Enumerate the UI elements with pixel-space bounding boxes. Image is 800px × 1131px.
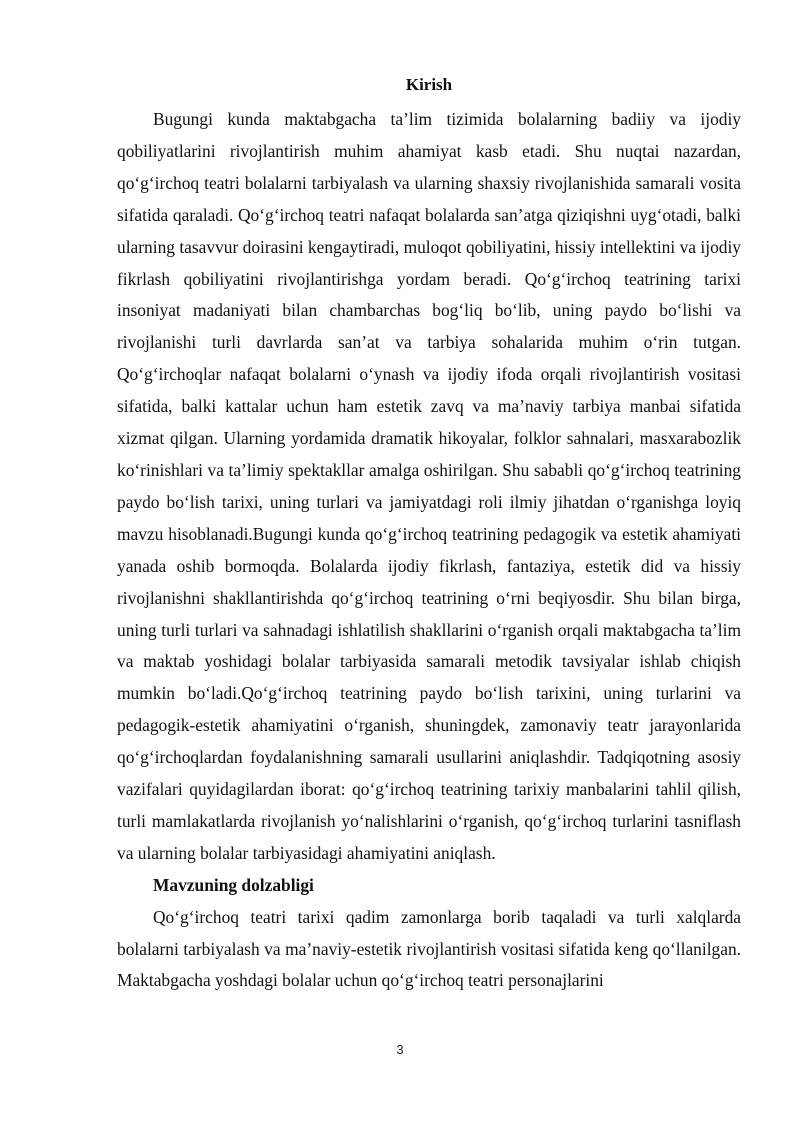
- document-title: Kirish: [405, 75, 453, 94]
- relevance-paragraph: Qo‘g‘irchoq teatri tarixi qadim zamonlarga borib taqaladi va turli xalqlarda bolalarni tarbiyalash va ma’naviy-estetik rivojlantirish vositasi sifatida keng qo‘llanilgan. Maktabgacha yoshdagi bolalar uchun qo‘g‘irchoq teatri personajlarini: [117, 906, 741, 991]
- section-subheading: Mavzuning dolzabligi: [153, 874, 314, 895]
- page-number: 3: [396, 1042, 404, 1057]
- document-page: [117, 74, 741, 997]
- intro-paragraph: Bugungi kunda maktabgacha ta’lim tizimida bolalarning badiiy va ijodiy qobiliyatlarini rivojlantirish muhim ahamiyat kasb etadi. Shu nuqtai nazardan, qo‘g‘irchoq teatri bolalarni tarbiyalash va ularning shaxsiy rivojlanishida samarali vosita sifatida qaraladi. Qo‘g‘irchoq teatri nafaqat bolalarda san’atga qiziqishni uyg‘otadi, balki ularning tasavvur doirasini kengaytiradi, muloqot qobiliyatini, hissiy intellektini va ijodiy fikrlash qobiliyatini rivojlantirishga yordam beradi. Qo‘g‘irchoq teatrining tarixi insoniyat madaniyati bilan chambarchas bog‘liq bo‘lib, uning paydo bo‘lishi va rivojlanishi turli davrlarda san’at va tarbiya sohalarida muhim o‘rin tutgan. Qo‘g‘irchoqlar nafaqat bolalarni o‘ynash va ijodiy ifoda orqali rivojlantirish vositasi sifatida, balki kattalar uchun ham estetik zavq va ma’naviy tarbiya manbai sifatida xizmat qilgan. Ularning yordamida dramatik hikoyalar, folklor sahnalari, masxarabozlik ko‘rinishlari va ta’limiy spektakllar amalga oshirilgan. Shu sababli qo‘g‘irchoq teatrining paydo bo‘lish tarixi, uning turlari va jamiyatdagi roli ilmiy jihatdan o‘rganishga loyiq mavzu hisoblanadi.Bugungi kunda qo‘g‘irchoq teatrining pedagogik va estetik ahamiyati yanada oshib bormoqda. Bolalarda ijodiy fikrlash, fantaziya, estetik did va hissiy rivojlanishni shakllantirishda qo‘g‘irchoq teatrining o‘rni beqiyosdir. Shu bilan birga, uning turli turlari va sahnadagi ishlatilish shakllarini o‘rganish orqali maktabgacha ta’lim va maktab yoshidagi bolalar tarbiyasida samarali metodik tavsiyalar ishlab chiqish mumkin bo‘ladi.Qo‘g‘irchoq teatrining paydo bo‘lish tarixini, uning turlarini va pedagogik-estetik ahamiyatini o‘rganish, shuningdek, zamonaviy teatr jarayonlarida qo‘g‘irchoqlardan foydalanishning samarali usullarini aniqlashdir. Tadqiqotning asosiy vazifalari quyidagilardan iborat: qo‘g‘irchoq teatrining tarixiy manbalarini tahlil qilish, turli mamlakatlarda rivojlanish yo‘nalishlarini o‘rganish, qo‘g‘irchoq turlarini tasniflash va ularning bolalar tarbiyasidagi ahamiyatini aniqlash.: [117, 109, 741, 863]
